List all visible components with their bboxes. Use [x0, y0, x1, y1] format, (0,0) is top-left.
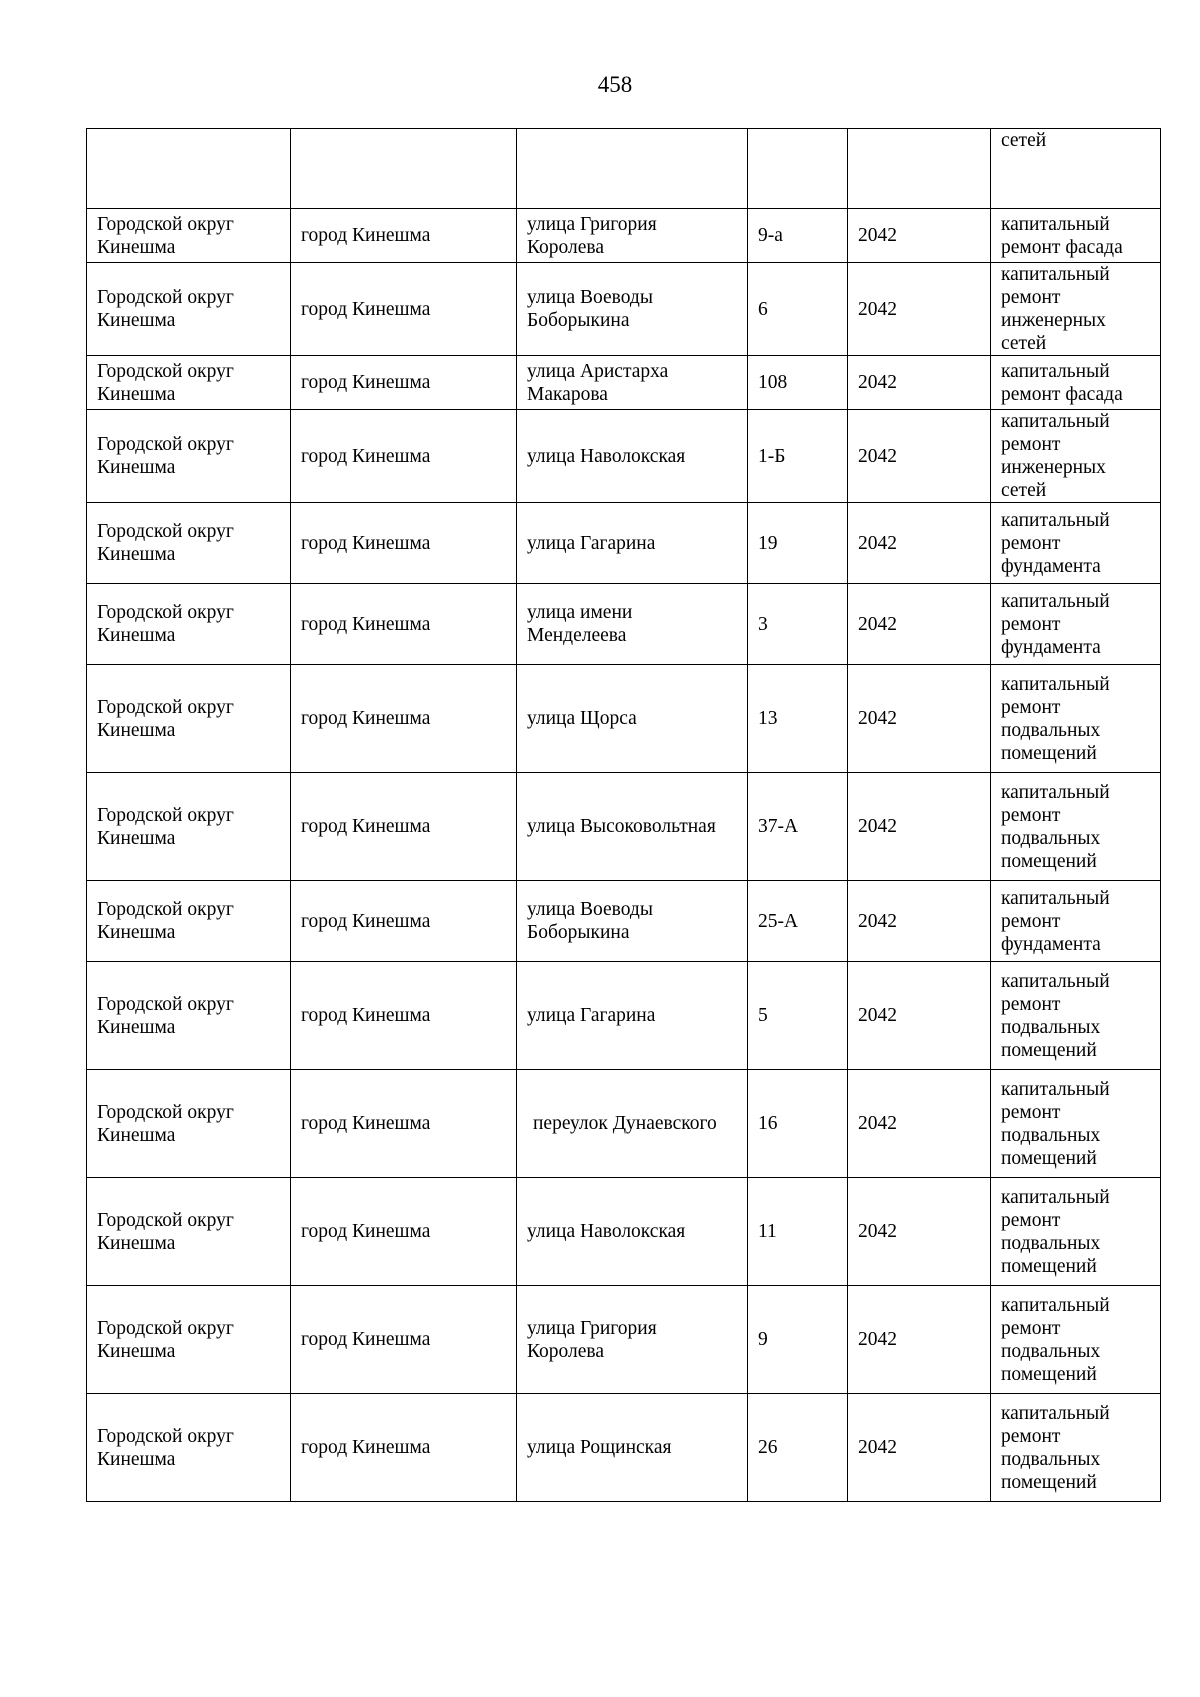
continuation-row: [87, 129, 1161, 209]
cell-work-type: капитальный ремонт фундамента: [991, 584, 1161, 665]
cell-municipality: Городской округ Кинешма: [87, 263, 291, 356]
cell-house: 5: [748, 962, 848, 1070]
cell-locality: город Кинешма: [291, 263, 517, 356]
cell-street: улица Воеводы Боборыкина: [517, 881, 748, 962]
cell-house: 9: [748, 1286, 848, 1394]
cell-year: 2042: [848, 209, 991, 263]
cell-house: [748, 129, 848, 209]
repair-schedule-table: [86, 128, 1161, 1502]
cell-street: улица Григория Королева: [517, 1286, 748, 1394]
cell-house: 3: [748, 584, 848, 665]
cell-year: 2042: [848, 410, 991, 503]
cell-street: улица Гагарина: [517, 962, 748, 1070]
cell-year: 2042: [848, 356, 991, 410]
cell-year: 2042: [848, 773, 991, 881]
cell-year: 2042: [848, 881, 991, 962]
cell-locality: город Кинешма: [291, 1394, 517, 1502]
table-row: [87, 665, 1161, 773]
cell-work-type: капитальный ремонт подвальных помещений: [991, 962, 1161, 1070]
cell-municipality: Городской округ Кинешма: [87, 410, 291, 503]
table-row: [87, 1178, 1161, 1286]
cell-street: улица Наволокская: [517, 410, 748, 503]
cell-locality: город Кинешма: [291, 209, 517, 263]
cell-year: 2042: [848, 584, 991, 665]
table-row: [87, 410, 1161, 503]
page-number: 458: [597, 72, 633, 97]
cell-year: 2042: [848, 1070, 991, 1178]
cell-work-type: капитальный ремонт инженерных сетей: [991, 410, 1161, 503]
cell-work-type: капитальный ремонт подвальных помещений: [991, 665, 1161, 773]
cell-municipality: Городской округ Кинешма: [87, 1070, 291, 1178]
cell-house: 16: [748, 1070, 848, 1178]
cell-municipality: Городской округ Кинешма: [87, 356, 291, 410]
cell-locality: город Кинешма: [291, 503, 517, 584]
cell-street: улица имени Менделеева: [517, 584, 748, 665]
cell-work-type: капитальный ремонт подвальных помещений: [991, 1178, 1161, 1286]
cell-year: 2042: [848, 1178, 991, 1286]
cell-year: 2042: [848, 962, 991, 1070]
cell-year: 2042: [848, 1286, 991, 1394]
cell-street: улица Высоковольтная: [517, 773, 748, 881]
cell-municipality: Городской округ Кинешма: [87, 1178, 291, 1286]
cell-municipality: Городской округ Кинешма: [87, 665, 291, 773]
table-row: [87, 1394, 1161, 1502]
cell-work-type: капитальный ремонт фундамента: [991, 881, 1161, 962]
table-row: [87, 263, 1161, 356]
table-body: [87, 129, 1161, 1502]
cell-municipality: Городской округ Кинешма: [87, 209, 291, 263]
cell-locality: город Кинешма: [291, 1286, 517, 1394]
cell-work-type: капитальный ремонт фасада: [991, 356, 1161, 410]
cell-year: 2042: [848, 665, 991, 773]
cell-street: [517, 129, 748, 209]
cell-locality: [291, 129, 517, 209]
cell-locality: город Кинешма: [291, 1178, 517, 1286]
cell-locality: город Кинешма: [291, 1070, 517, 1178]
cell-street: улица Рощинская: [517, 1394, 748, 1502]
cell-street: улица Аристарха Макарова: [517, 356, 748, 410]
table-row: [87, 881, 1161, 962]
table-row: [87, 1070, 1161, 1178]
cell-year: 2042: [848, 263, 991, 356]
cell-house: 25-А: [748, 881, 848, 962]
table-row: [87, 209, 1161, 263]
cell-house: 26: [748, 1394, 848, 1502]
cell-street: улица Воеводы Боборыкина: [517, 263, 748, 356]
cell-locality: город Кинешма: [291, 773, 517, 881]
cell-municipality: Городской округ Кинешма: [87, 584, 291, 665]
cell-year: 2042: [848, 503, 991, 584]
cell-locality: город Кинешма: [291, 665, 517, 773]
cell-work-type: капитальный ремонт подвальных помещений: [991, 1394, 1161, 1502]
cell-house: 37-А: [748, 773, 848, 881]
cell-municipality: Городской округ Кинешма: [87, 1394, 291, 1502]
cell-street: улица Щорса: [517, 665, 748, 773]
cell-work-type: капитальный ремонт фасада: [991, 209, 1161, 263]
cell-municipality: Городской округ Кинешма: [87, 1286, 291, 1394]
table-row: [87, 773, 1161, 881]
cell-house: 11: [748, 1178, 848, 1286]
cell-work-type: сетей: [991, 129, 1161, 209]
cell-work-type: капитальный ремонт инженерных сетей: [991, 263, 1161, 356]
cell-municipality: Городской округ Кинешма: [87, 773, 291, 881]
cell-work-type: капитальный ремонт подвальных помещений: [991, 773, 1161, 881]
cell-house: 6: [748, 263, 848, 356]
cell-house: 13: [748, 665, 848, 773]
cell-street: улица Наволокская: [517, 1178, 748, 1286]
cell-street: улица Григория Королева: [517, 209, 748, 263]
cell-municipality: Городской округ Кинешма: [87, 962, 291, 1070]
table-row: [87, 503, 1161, 584]
cell-house: 108: [748, 356, 848, 410]
cell-locality: город Кинешма: [291, 881, 517, 962]
cell-locality: город Кинешма: [291, 584, 517, 665]
cell-year: 2042: [848, 1394, 991, 1502]
table-row: [87, 584, 1161, 665]
cell-house: 1-Б: [748, 410, 848, 503]
cell-street: переулок Дунаевского: [517, 1070, 748, 1178]
cell-locality: город Кинешма: [291, 962, 517, 1070]
cell-municipality: Городской округ Кинешма: [87, 881, 291, 962]
cell-street: улица Гагарина: [517, 503, 748, 584]
cell-locality: город Кинешма: [291, 356, 517, 410]
cell-year: [848, 129, 991, 209]
cell-work-type: капитальный ремонт подвальных помещений: [991, 1286, 1161, 1394]
cell-house: 19: [748, 503, 848, 584]
cell-work-type: капитальный ремонт фундамента: [991, 503, 1161, 584]
cell-municipality: [87, 129, 291, 209]
cell-house: 9-а: [748, 209, 848, 263]
table-row: [87, 1286, 1161, 1394]
cell-work-type: капитальный ремонт подвальных помещений: [991, 1070, 1161, 1178]
table-row: [87, 962, 1161, 1070]
cell-locality: город Кинешма: [291, 410, 517, 503]
table-row: [87, 356, 1161, 410]
cell-municipality: Городской округ Кинешма: [87, 503, 291, 584]
